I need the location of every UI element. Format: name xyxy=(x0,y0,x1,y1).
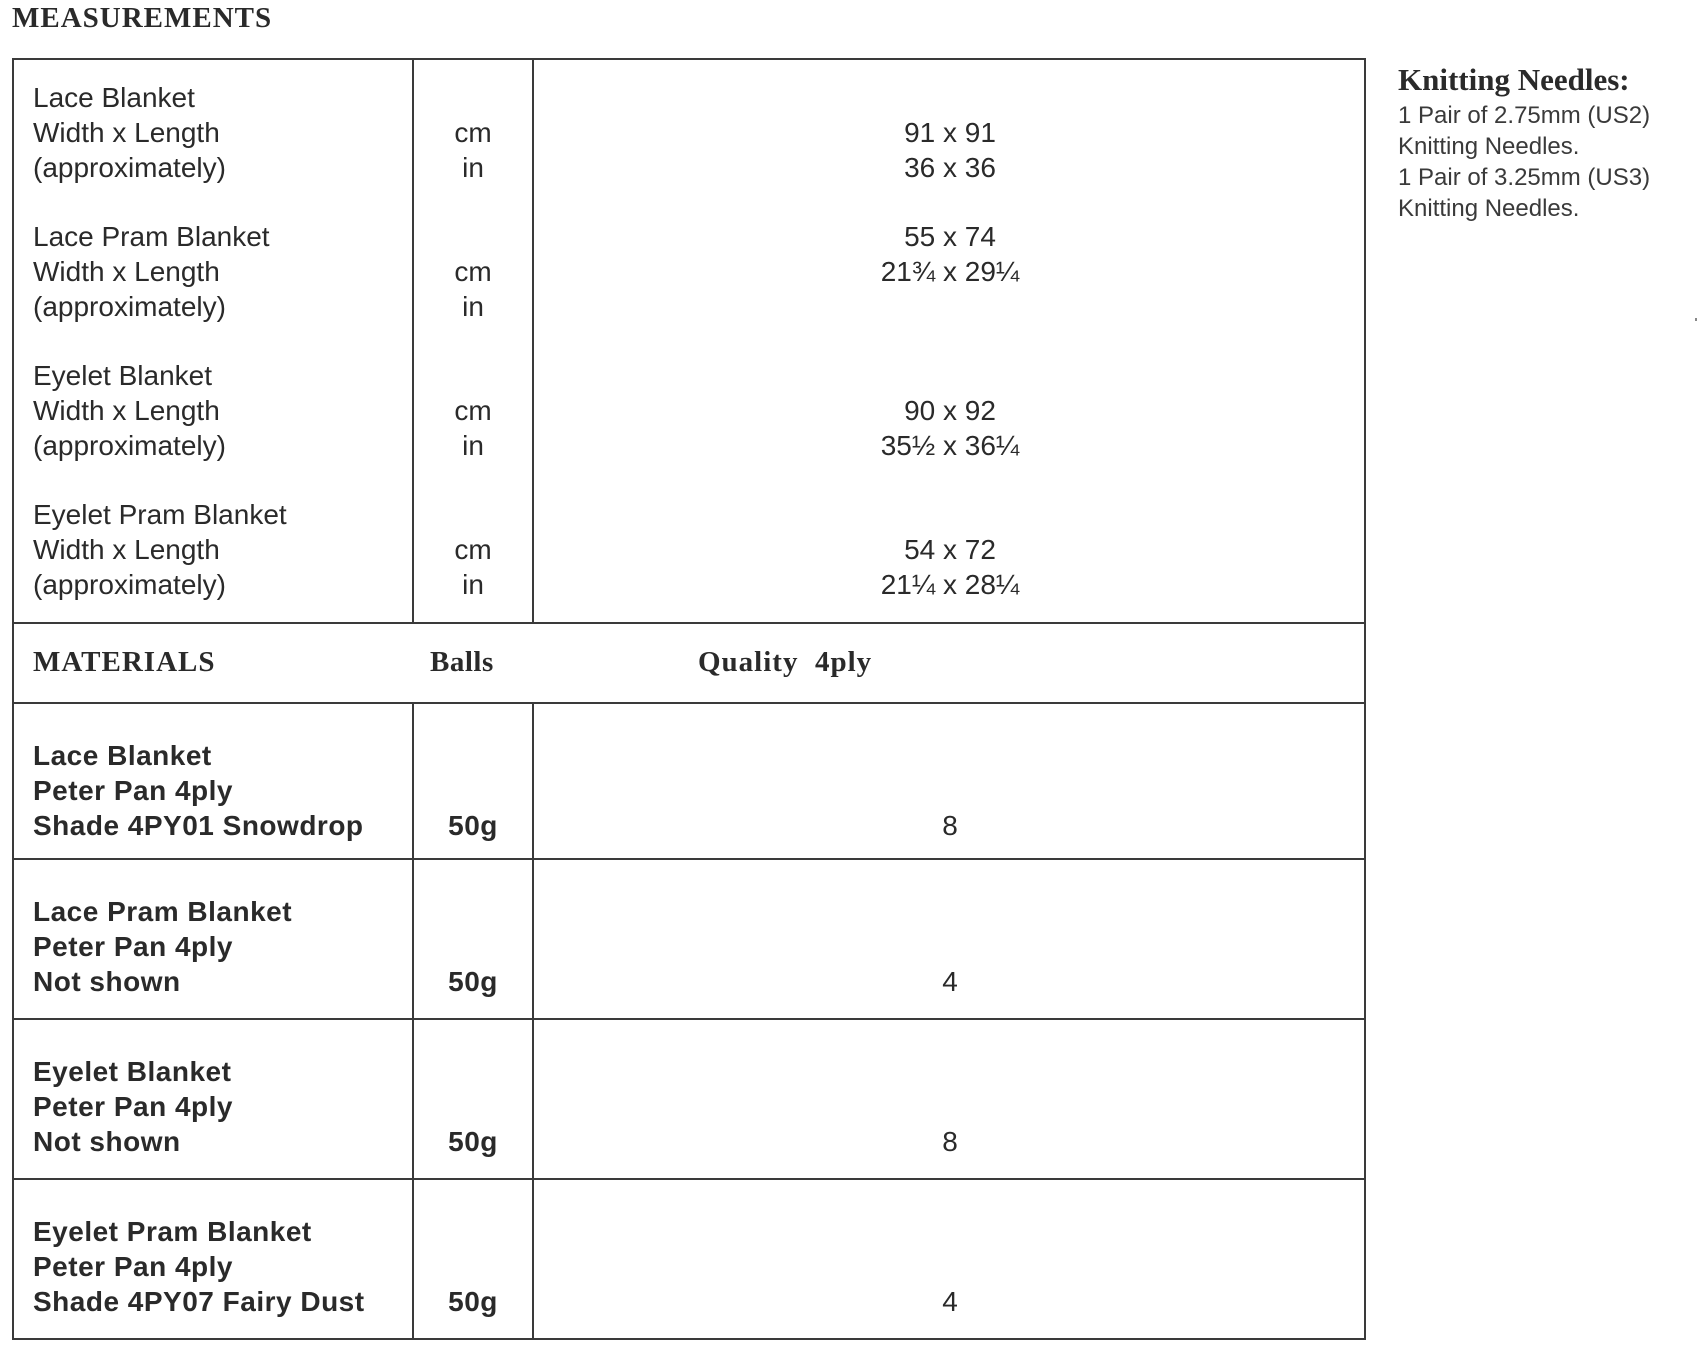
quality-label: Quality 4ply xyxy=(698,646,873,678)
unit-labels: cm in xyxy=(454,256,492,322)
measurement-values: 91 x 91 36 x 36 xyxy=(904,117,996,183)
measurement-label: Lace Blanket Width x Length (approximately) xyxy=(33,82,226,183)
table-divider xyxy=(14,1178,1364,1180)
unit-labels: cm in xyxy=(454,534,492,600)
balls-label: Balls xyxy=(430,646,494,678)
measurement-values: 54 x 72 21¼ x 28¼ xyxy=(880,534,1020,600)
measurements-heading: MEASUREMENTS xyxy=(12,2,273,34)
unit-labels: cm in xyxy=(454,117,492,183)
ball-quantity: 4 xyxy=(942,966,958,997)
column-divider xyxy=(532,702,534,1340)
needle-line: 1 Pair of 3.25mm (US3) xyxy=(1398,164,1651,191)
scan-speck xyxy=(1695,318,1697,321)
measurements-materials-table xyxy=(12,58,1366,1340)
knitting-needles-title: Knitting Needles: xyxy=(1398,62,1630,97)
measurement-values: 55 x 74 21¾ x 29¼ xyxy=(880,221,1020,287)
knitting-needles-panel xyxy=(1398,62,1698,224)
ball-quantity: 8 xyxy=(942,810,958,841)
needle-line: Knitting Needles. xyxy=(1398,195,1580,222)
table-divider xyxy=(14,702,1364,704)
ball-quantity: 8 xyxy=(942,1126,958,1157)
ball-weight: 50g xyxy=(448,810,498,841)
ball-weight: 50g xyxy=(448,1286,498,1317)
table-divider xyxy=(14,622,1364,624)
measurement-label: Lace Pram Blanket Width x Length (approximately) xyxy=(33,221,270,322)
materials-label: MATERIALS xyxy=(33,646,216,678)
measurement-label: Eyelet Pram Blanket Width x Length (approximately) xyxy=(33,499,287,600)
needle-line: 1 Pair of 2.75mm (US2) xyxy=(1398,102,1651,129)
ball-quantity: 4 xyxy=(942,1286,958,1317)
ball-weight: 50g xyxy=(448,1126,498,1157)
material-description: Eyelet Pram Blanket Peter Pan 4ply Shade 4PY07 Fairy Dust xyxy=(33,1216,365,1317)
measurement-values: 90 x 92 35½ x 36¼ xyxy=(880,395,1020,461)
material-description: Eyelet Blanket Peter Pan 4ply Not shown xyxy=(33,1056,233,1157)
table-divider xyxy=(14,858,1364,860)
ball-weight: 50g xyxy=(448,966,498,997)
material-description: Lace Blanket Peter Pan 4ply Shade 4PY01 Snowdrop xyxy=(33,740,364,841)
material-description: Lace Pram Blanket Peter Pan 4ply Not shown xyxy=(33,896,293,997)
needle-line: Knitting Needles. xyxy=(1398,133,1580,160)
column-divider xyxy=(412,702,414,1340)
measurement-label: Eyelet Blanket Width x Length (approximately) xyxy=(33,360,226,461)
unit-labels: cm in xyxy=(454,395,492,461)
table-divider xyxy=(14,1018,1364,1020)
